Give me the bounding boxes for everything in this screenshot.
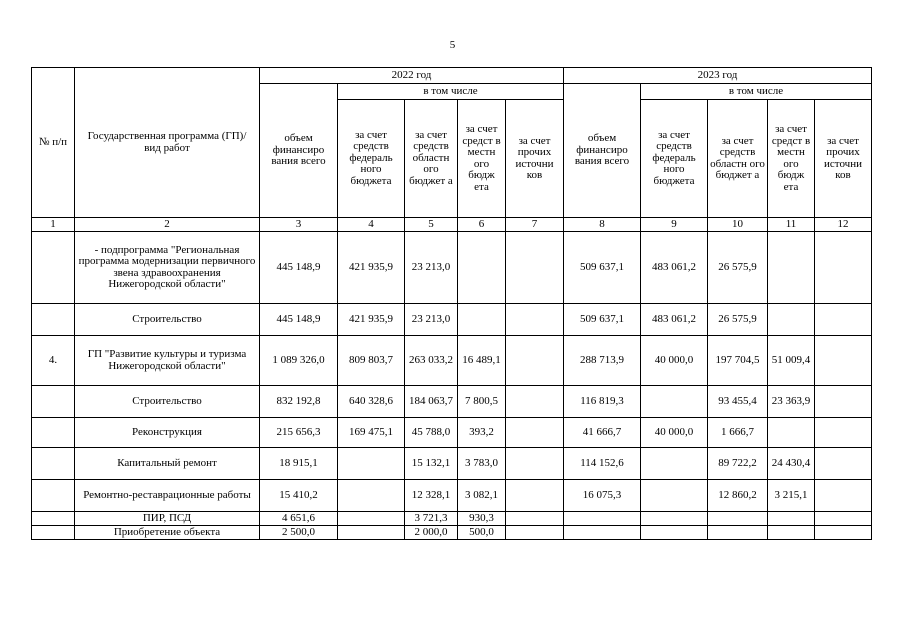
cell-other-2022 <box>506 336 564 386</box>
row-name: Приобретение объекта <box>75 526 260 540</box>
cell-federal-2023 <box>641 526 708 540</box>
cell-local-2023 <box>768 512 815 526</box>
cell-local-2023: 51 009,4 <box>768 336 815 386</box>
cell-federal-2023: 40 000,0 <box>641 418 708 448</box>
cell-regional-2022: 3 721,3 <box>405 512 458 526</box>
cell-local-2022: 500,0 <box>458 526 506 540</box>
cell-other-2023 <box>815 386 872 418</box>
col-number: 3 <box>260 218 338 232</box>
page-number: 5 <box>449 39 456 51</box>
cell-other-2022 <box>506 526 564 540</box>
row-number <box>32 512 75 526</box>
cell-total-2022: 2 500,0 <box>260 526 338 540</box>
cell-other-2023 <box>815 526 872 540</box>
cell-regional-2023: 12 860,2 <box>708 480 768 512</box>
row-name: Капитальный ремонт <box>75 448 260 480</box>
col-number: 4 <box>338 218 405 232</box>
cell-regional-2023: 1 666,7 <box>708 418 768 448</box>
header-in-that-number-2022: в том числе <box>338 84 564 100</box>
row-number <box>32 386 75 418</box>
row-number: 4. <box>32 336 75 386</box>
cell-federal-2023 <box>641 512 708 526</box>
cell-total-2022: 445 148,9 <box>260 232 338 304</box>
cell-regional-2022: 2 000,0 <box>405 526 458 540</box>
table-row <box>32 336 872 386</box>
cell-total-2022: 832 192,8 <box>260 386 338 418</box>
table-row <box>32 512 872 526</box>
cell-local-2022: 3 783,0 <box>458 448 506 480</box>
cell-local-2022 <box>458 304 506 336</box>
row-number <box>32 232 75 304</box>
col-number: 8 <box>564 218 641 232</box>
table-row <box>32 448 872 480</box>
row-name: Реконструкция <box>75 418 260 448</box>
table-row <box>32 232 872 304</box>
cell-regional-2022: 23 213,0 <box>405 232 458 304</box>
col-number: 2 <box>75 218 260 232</box>
row-name: ПИР, ПСД <box>75 512 260 526</box>
cell-other-2023 <box>815 480 872 512</box>
cell-local-2023 <box>768 304 815 336</box>
col-number: 5 <box>405 218 458 232</box>
cell-regional-2022: 184 063,7 <box>405 386 458 418</box>
cell-total-2022: 18 915,1 <box>260 448 338 480</box>
cell-regional-2022: 15 132,1 <box>405 448 458 480</box>
cell-total-2022: 445 148,9 <box>260 304 338 336</box>
row-name: - подпрограмма "Региональная программа модернизации первичного звена здравоохранения Нижегородской области" <box>75 232 260 304</box>
row-number <box>32 480 75 512</box>
cell-total-2023: 509 637,1 <box>564 232 641 304</box>
cell-regional-2023: 26 575,9 <box>708 232 768 304</box>
cell-federal-2022: 169 475,1 <box>338 418 405 448</box>
col-number: 1 <box>32 218 75 232</box>
column-number-row <box>32 218 872 232</box>
cell-local-2022: 7 800,5 <box>458 386 506 418</box>
cell-total-2023: 116 819,3 <box>564 386 641 418</box>
header-regional-2023: за счет средств областн ого бюджет а <box>708 100 768 218</box>
financing-table <box>31 67 872 540</box>
cell-federal-2022 <box>338 480 405 512</box>
cell-regional-2023: 93 455,4 <box>708 386 768 418</box>
cell-local-2023: 3 215,1 <box>768 480 815 512</box>
cell-total-2023 <box>564 526 641 540</box>
cell-total-2023: 509 637,1 <box>564 304 641 336</box>
header-total-2023: объем финансиро вания всего <box>564 84 641 218</box>
cell-total-2023: 16 075,3 <box>564 480 641 512</box>
cell-total-2023: 288 713,9 <box>564 336 641 386</box>
cell-other-2022 <box>506 386 564 418</box>
row-name: ГП "Развитие культуры и туризма Нижегородской области" <box>75 336 260 386</box>
table-row <box>32 304 872 336</box>
table-row <box>32 480 872 512</box>
cell-federal-2023: 40 000,0 <box>641 336 708 386</box>
cell-other-2022 <box>506 480 564 512</box>
col-number: 10 <box>708 218 768 232</box>
cell-federal-2023: 483 061,2 <box>641 232 708 304</box>
header-local-2022: за счет средст в местн ого бюдж ета <box>458 100 506 218</box>
table-row <box>32 418 872 448</box>
cell-total-2022: 4 651,6 <box>260 512 338 526</box>
cell-federal-2023 <box>641 448 708 480</box>
cell-local-2023: 24 430,4 <box>768 448 815 480</box>
cell-other-2022 <box>506 448 564 480</box>
cell-other-2023 <box>815 232 872 304</box>
cell-local-2022: 930,3 <box>458 512 506 526</box>
cell-other-2022 <box>506 232 564 304</box>
header-year-2022: 2022 год <box>260 68 564 84</box>
cell-local-2023 <box>768 526 815 540</box>
cell-federal-2022: 421 935,9 <box>338 232 405 304</box>
header-local-2023: за счет средст в местн ого бюдж ета <box>768 100 815 218</box>
header-federal-2022: за счет средств федераль ного бюджета <box>338 100 405 218</box>
cell-federal-2023 <box>641 480 708 512</box>
row-number <box>32 418 75 448</box>
cell-total-2023: 114 152,6 <box>564 448 641 480</box>
cell-other-2023 <box>815 336 872 386</box>
header-regional-2022: за счет средств областн ого бюджет а <box>405 100 458 218</box>
cell-total-2022: 1 089 326,0 <box>260 336 338 386</box>
cell-other-2023 <box>815 448 872 480</box>
row-number <box>32 304 75 336</box>
cell-federal-2023: 483 061,2 <box>641 304 708 336</box>
cell-regional-2023 <box>708 526 768 540</box>
header-year-2023: 2023 год <box>564 68 872 84</box>
cell-local-2022: 16 489,1 <box>458 336 506 386</box>
col-number: 11 <box>768 218 815 232</box>
cell-total-2023 <box>564 512 641 526</box>
cell-federal-2022: 640 328,6 <box>338 386 405 418</box>
cell-regional-2022: 23 213,0 <box>405 304 458 336</box>
cell-federal-2022 <box>338 448 405 480</box>
col-number: 6 <box>458 218 506 232</box>
cell-regional-2023: 26 575,9 <box>708 304 768 336</box>
row-name: Строительство <box>75 386 260 418</box>
cell-other-2023 <box>815 304 872 336</box>
col-number: 7 <box>506 218 564 232</box>
table-row <box>32 386 872 418</box>
col-number: 9 <box>641 218 708 232</box>
cell-federal-2023 <box>641 386 708 418</box>
table-row <box>32 526 872 540</box>
row-name: Строительство <box>75 304 260 336</box>
cell-regional-2023: 89 722,2 <box>708 448 768 480</box>
header-col-program: Государственная программа (ГП)/ вид работ <box>75 68 260 218</box>
cell-local-2022: 3 082,1 <box>458 480 506 512</box>
cell-total-2022: 15 410,2 <box>260 480 338 512</box>
cell-regional-2022: 263 033,2 <box>405 336 458 386</box>
cell-local-2022: 393,2 <box>458 418 506 448</box>
cell-regional-2022: 45 788,0 <box>405 418 458 448</box>
cell-local-2023 <box>768 418 815 448</box>
row-name: Ремонтно-реставрационные работы <box>75 480 260 512</box>
header-col-no: № п/п <box>32 68 75 218</box>
header-total-2022: объем финансиро вания всего <box>260 84 338 218</box>
header-in-that-number-2023: в том числе <box>641 84 872 100</box>
cell-local-2022 <box>458 232 506 304</box>
cell-federal-2022 <box>338 512 405 526</box>
cell-other-2023 <box>815 512 872 526</box>
header-federal-2023: за счет средств федераль ного бюджета <box>641 100 708 218</box>
cell-federal-2022: 421 935,9 <box>338 304 405 336</box>
row-number <box>32 448 75 480</box>
cell-other-2022 <box>506 418 564 448</box>
cell-local-2023 <box>768 232 815 304</box>
cell-total-2023: 41 666,7 <box>564 418 641 448</box>
cell-other-2022 <box>506 512 564 526</box>
cell-regional-2022: 12 328,1 <box>405 480 458 512</box>
cell-regional-2023 <box>708 512 768 526</box>
cell-regional-2023: 197 704,5 <box>708 336 768 386</box>
cell-federal-2022: 809 803,7 <box>338 336 405 386</box>
header-other-2022: за счет прочих источни ков <box>506 100 564 218</box>
header-other-2023: за счет прочих источни ков <box>815 100 872 218</box>
col-number: 12 <box>815 218 872 232</box>
cell-local-2023: 23 363,9 <box>768 386 815 418</box>
cell-other-2023 <box>815 418 872 448</box>
cell-other-2022 <box>506 304 564 336</box>
cell-federal-2022 <box>338 526 405 540</box>
row-number <box>32 526 75 540</box>
cell-total-2022: 215 656,3 <box>260 418 338 448</box>
